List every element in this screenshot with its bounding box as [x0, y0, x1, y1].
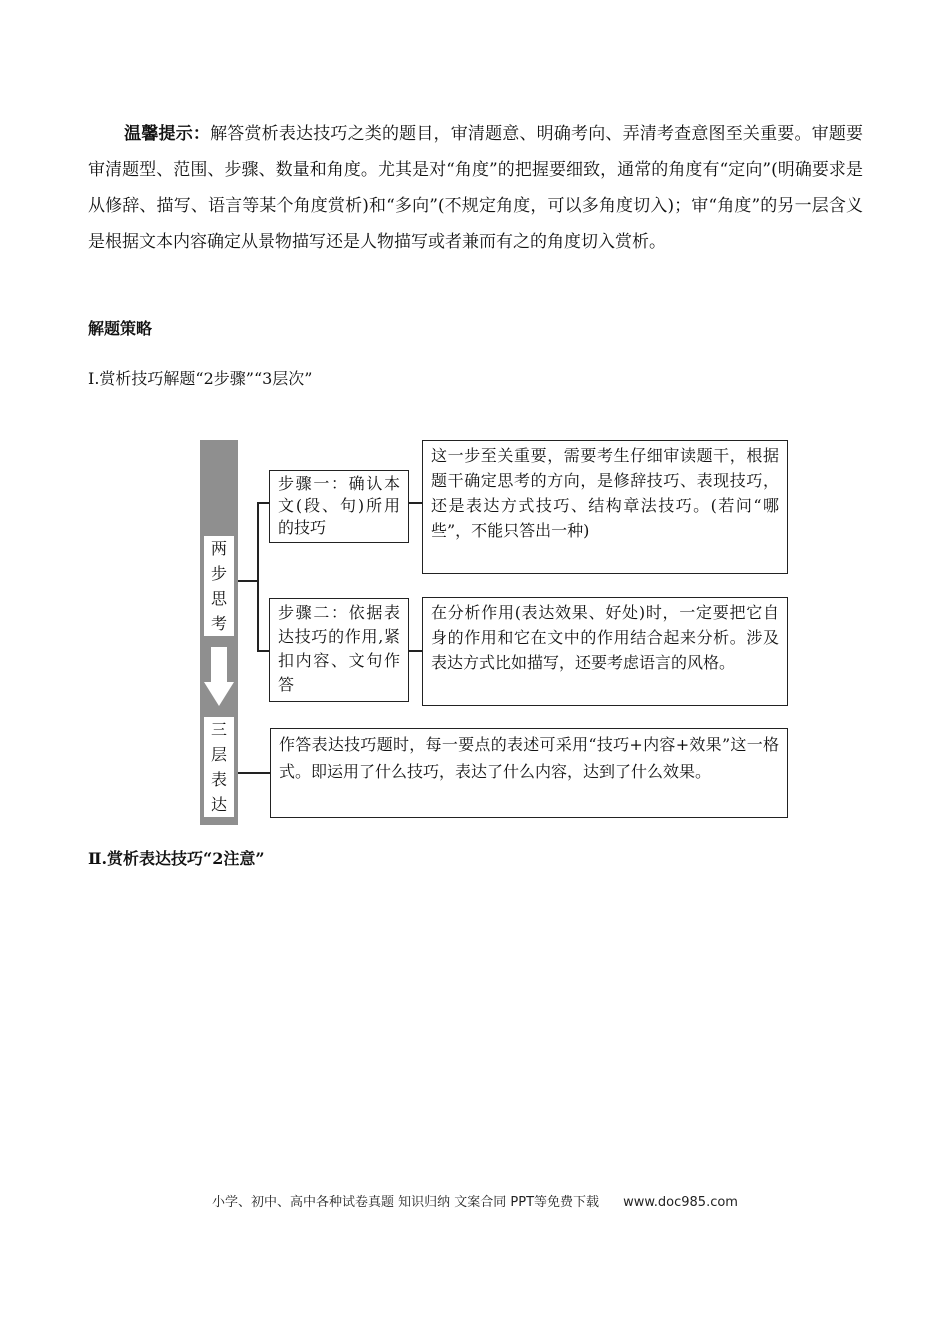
connector-line — [408, 502, 422, 504]
step1-detail-box: 这一步至关重要，需要考生仔细审读题干，根据题干确定思考的方向，是修辞技巧、表现技巧，还是表达方式技巧、结构章法技巧。(若问“哪些”，不能只答出一种) — [422, 440, 788, 574]
step1-box: 步骤一：确认本文(段、句)所用的技巧 — [269, 470, 409, 543]
strategy-diagram — [200, 440, 792, 826]
connector-line — [408, 650, 422, 652]
tip-paragraph — [88, 116, 863, 260]
footer-url: www.doc985.com — [623, 1195, 738, 1210]
connector-line — [257, 502, 259, 651]
two-step-label — [204, 536, 234, 636]
step2-detail-box: 在分析作用(表达效果、好处)时，一定要把它自身的作用和它在文中的作用结合起来分析。涉及表达方式比如描写，还要考虑语言的风格。 — [422, 597, 788, 706]
footer-text: 小学、初中、高中各种试卷真题 知识归纳 文案合同 PPT等免费下载 — [212, 1195, 600, 1210]
bar-top-char: 两 — [210, 539, 227, 558]
tip-text: 解答赏析表达技巧之类的题目，审清题意、明确考向、弄清考查意图至关重要。审题要审清题型、范围、步骤、数量和角度。尤其是对“角度”的把握要细致，通常的角度有“定向”(明确要求是从修辞、描写、语言等某个角度赏析)和“多向”(不规定角度，可以多角度切入)；审“角度”的另一层含义是根据文本内容确定从景物描写还是人物描写或者兼而有之的角度切入赏析。 — [88, 124, 864, 252]
tip-label: 温馨提示： — [124, 124, 211, 144]
step2-box: 步骤二：依据表达技巧的作用,紧扣内容、文句作答 — [269, 598, 409, 702]
section-2-title: Ⅱ.赏析表达技巧“2注意” — [88, 849, 265, 868]
connector-line — [257, 650, 269, 652]
bar-top-char: 考 — [210, 614, 227, 633]
connector-line — [238, 772, 270, 774]
section-1-title: Ⅰ.赏析技巧解题“2步骤”“3层次” — [88, 369, 313, 388]
bar-top-char: 思 — [210, 589, 227, 608]
bar-bottom-char: 层 — [210, 745, 227, 764]
down-arrow-head-icon — [204, 682, 234, 706]
bar-bottom-char: 表 — [210, 770, 227, 789]
three-level-label — [204, 717, 234, 817]
connector-line — [238, 580, 258, 582]
connector-line — [257, 502, 269, 504]
down-arrow-icon — [211, 647, 227, 683]
page-footer — [0, 1191, 950, 1210]
bar-bottom-char: 三 — [210, 720, 227, 739]
strategy-heading: 解题策略 — [88, 319, 153, 338]
express-box: 作答表达技巧题时，每一要点的表述可采用“技巧+内容+效果”这一格式。即运用了什么技巧，表达了什么内容，达到了什么效果。 — [270, 728, 788, 818]
bar-top-char: 步 — [210, 564, 227, 583]
bar-bottom-char: 达 — [210, 795, 227, 814]
